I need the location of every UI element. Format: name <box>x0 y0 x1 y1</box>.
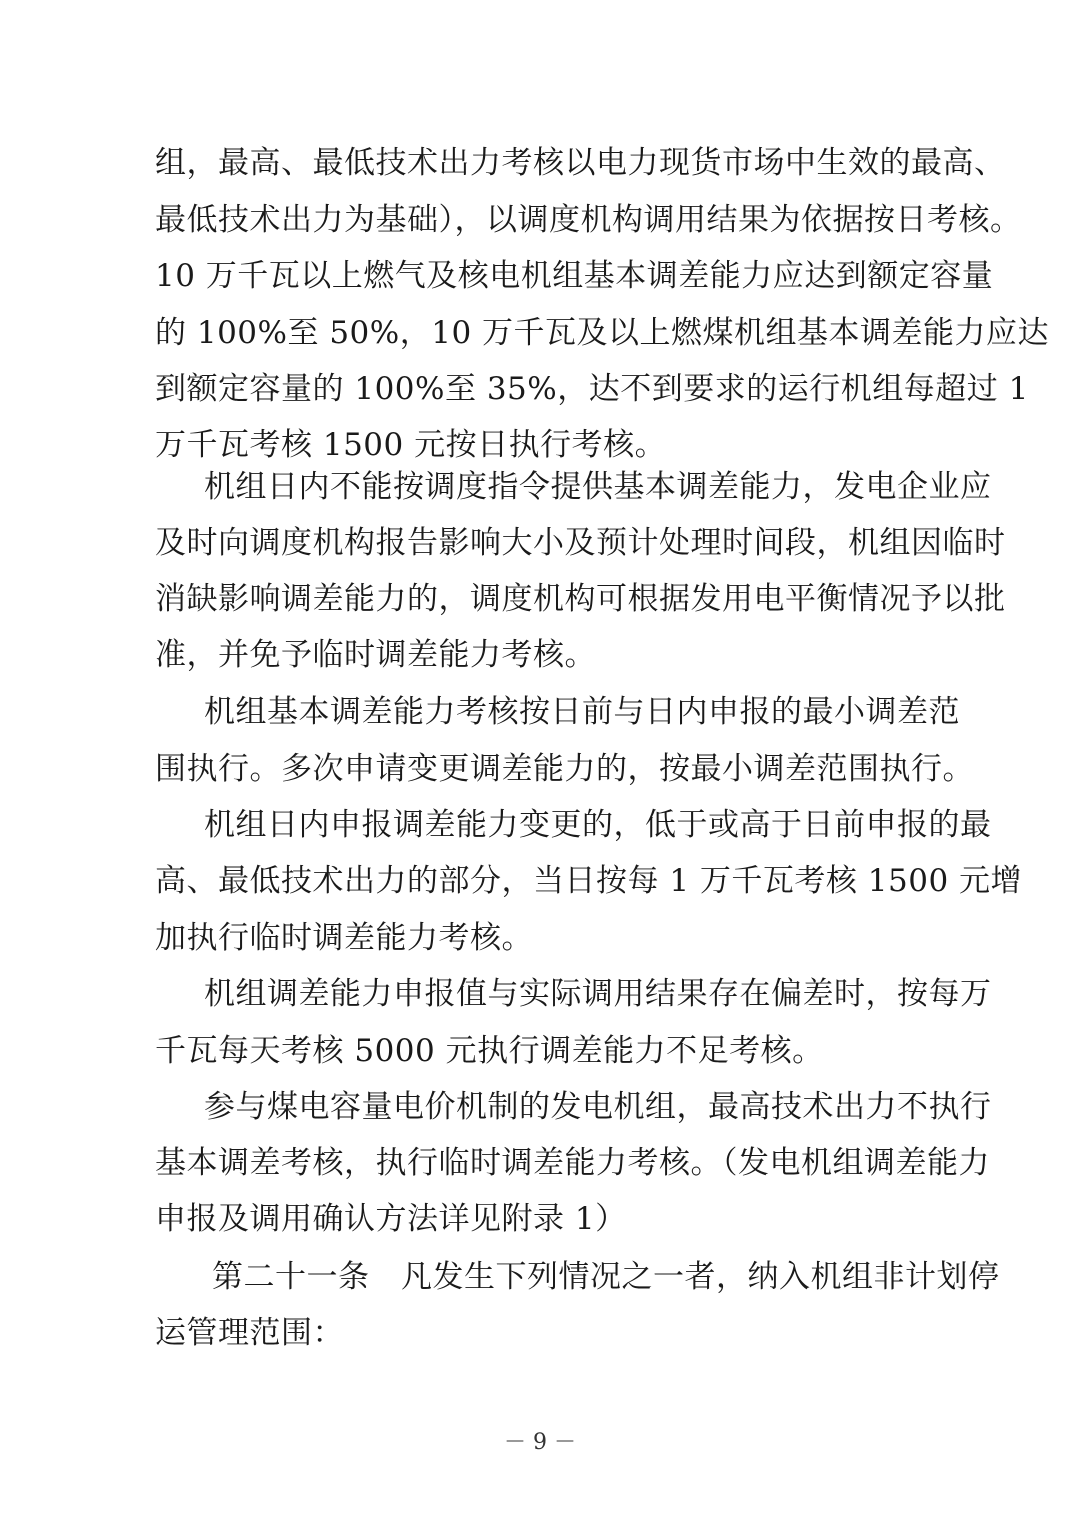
text-line: 到额定容量的 100%至 35%，达不到要求的运行机组每超过 1 <box>155 371 1029 407</box>
text-line: 千瓦每天考核 5000 元执行调差能力不足考核。 <box>155 1033 824 1069</box>
text-line: 高、最低技术出力的部分，当日按每 1 万千瓦考核 1500 元增 <box>155 863 1023 899</box>
text-line: 10 万千瓦以上燃气及核电机组基本调差能力应达到额定容量 <box>155 258 994 294</box>
text-line: 申报及调用确认方法详见附录 1） <box>155 1201 627 1237</box>
text-line: 运管理范围： <box>155 1315 344 1351</box>
article-heading-line: 第二十一条 凡发生下列情况之一者，纳入机组非计划停 <box>212 1259 1000 1295</box>
text-line: 最低技术出力为基础），以调度机构调用结果为依据按日考核。 <box>155 202 1022 238</box>
text-line: 消缺影响调差能力的，调度机构可根据发用电平衡情况予以批 <box>155 581 1006 617</box>
text-line: 基本调差考核，执行临时调差能力考核。（发电机组调差能力 <box>155 1145 990 1181</box>
text-line: 加执行临时调差能力考核。 <box>155 920 533 956</box>
paragraph-first-line: 机组基本调差能力考核按日前与日内申报的最小调差范 <box>204 694 960 730</box>
text-line: 围执行。多次申请变更调差能力的，按最小调差范围执行。 <box>155 751 974 787</box>
text-line: 万千瓦考核 1500 元按日执行考核。 <box>155 427 667 463</box>
text-line: 的 100%至 50%，10 万千瓦及以上燃煤机组基本调差能力应达 <box>155 315 1050 351</box>
text-line: 组，最高、最低技术出力考核以电力现货市场中生效的最高、 <box>155 145 1006 181</box>
page-number: － 9 － <box>504 1430 576 1455</box>
text-line: 准，并免予临时调差能力考核。 <box>155 637 596 673</box>
paragraph-first-line: 机组调差能力申报值与实际调用结果存在偏差时，按每万 <box>204 976 992 1012</box>
paragraph-first-line: 参与煤电容量电价机制的发电机组，最高技术出力不执行 <box>204 1089 992 1125</box>
paragraph-first-line: 机组日内申报调差能力变更的，低于或高于日前申报的最 <box>204 807 992 843</box>
text-line: 及时向调度机构报告影响大小及预计处理时间段，机组因临时 <box>155 525 1006 561</box>
paragraph-first-line: 机组日内不能按调度指令提供基本调差能力，发电企业应 <box>204 469 992 505</box>
